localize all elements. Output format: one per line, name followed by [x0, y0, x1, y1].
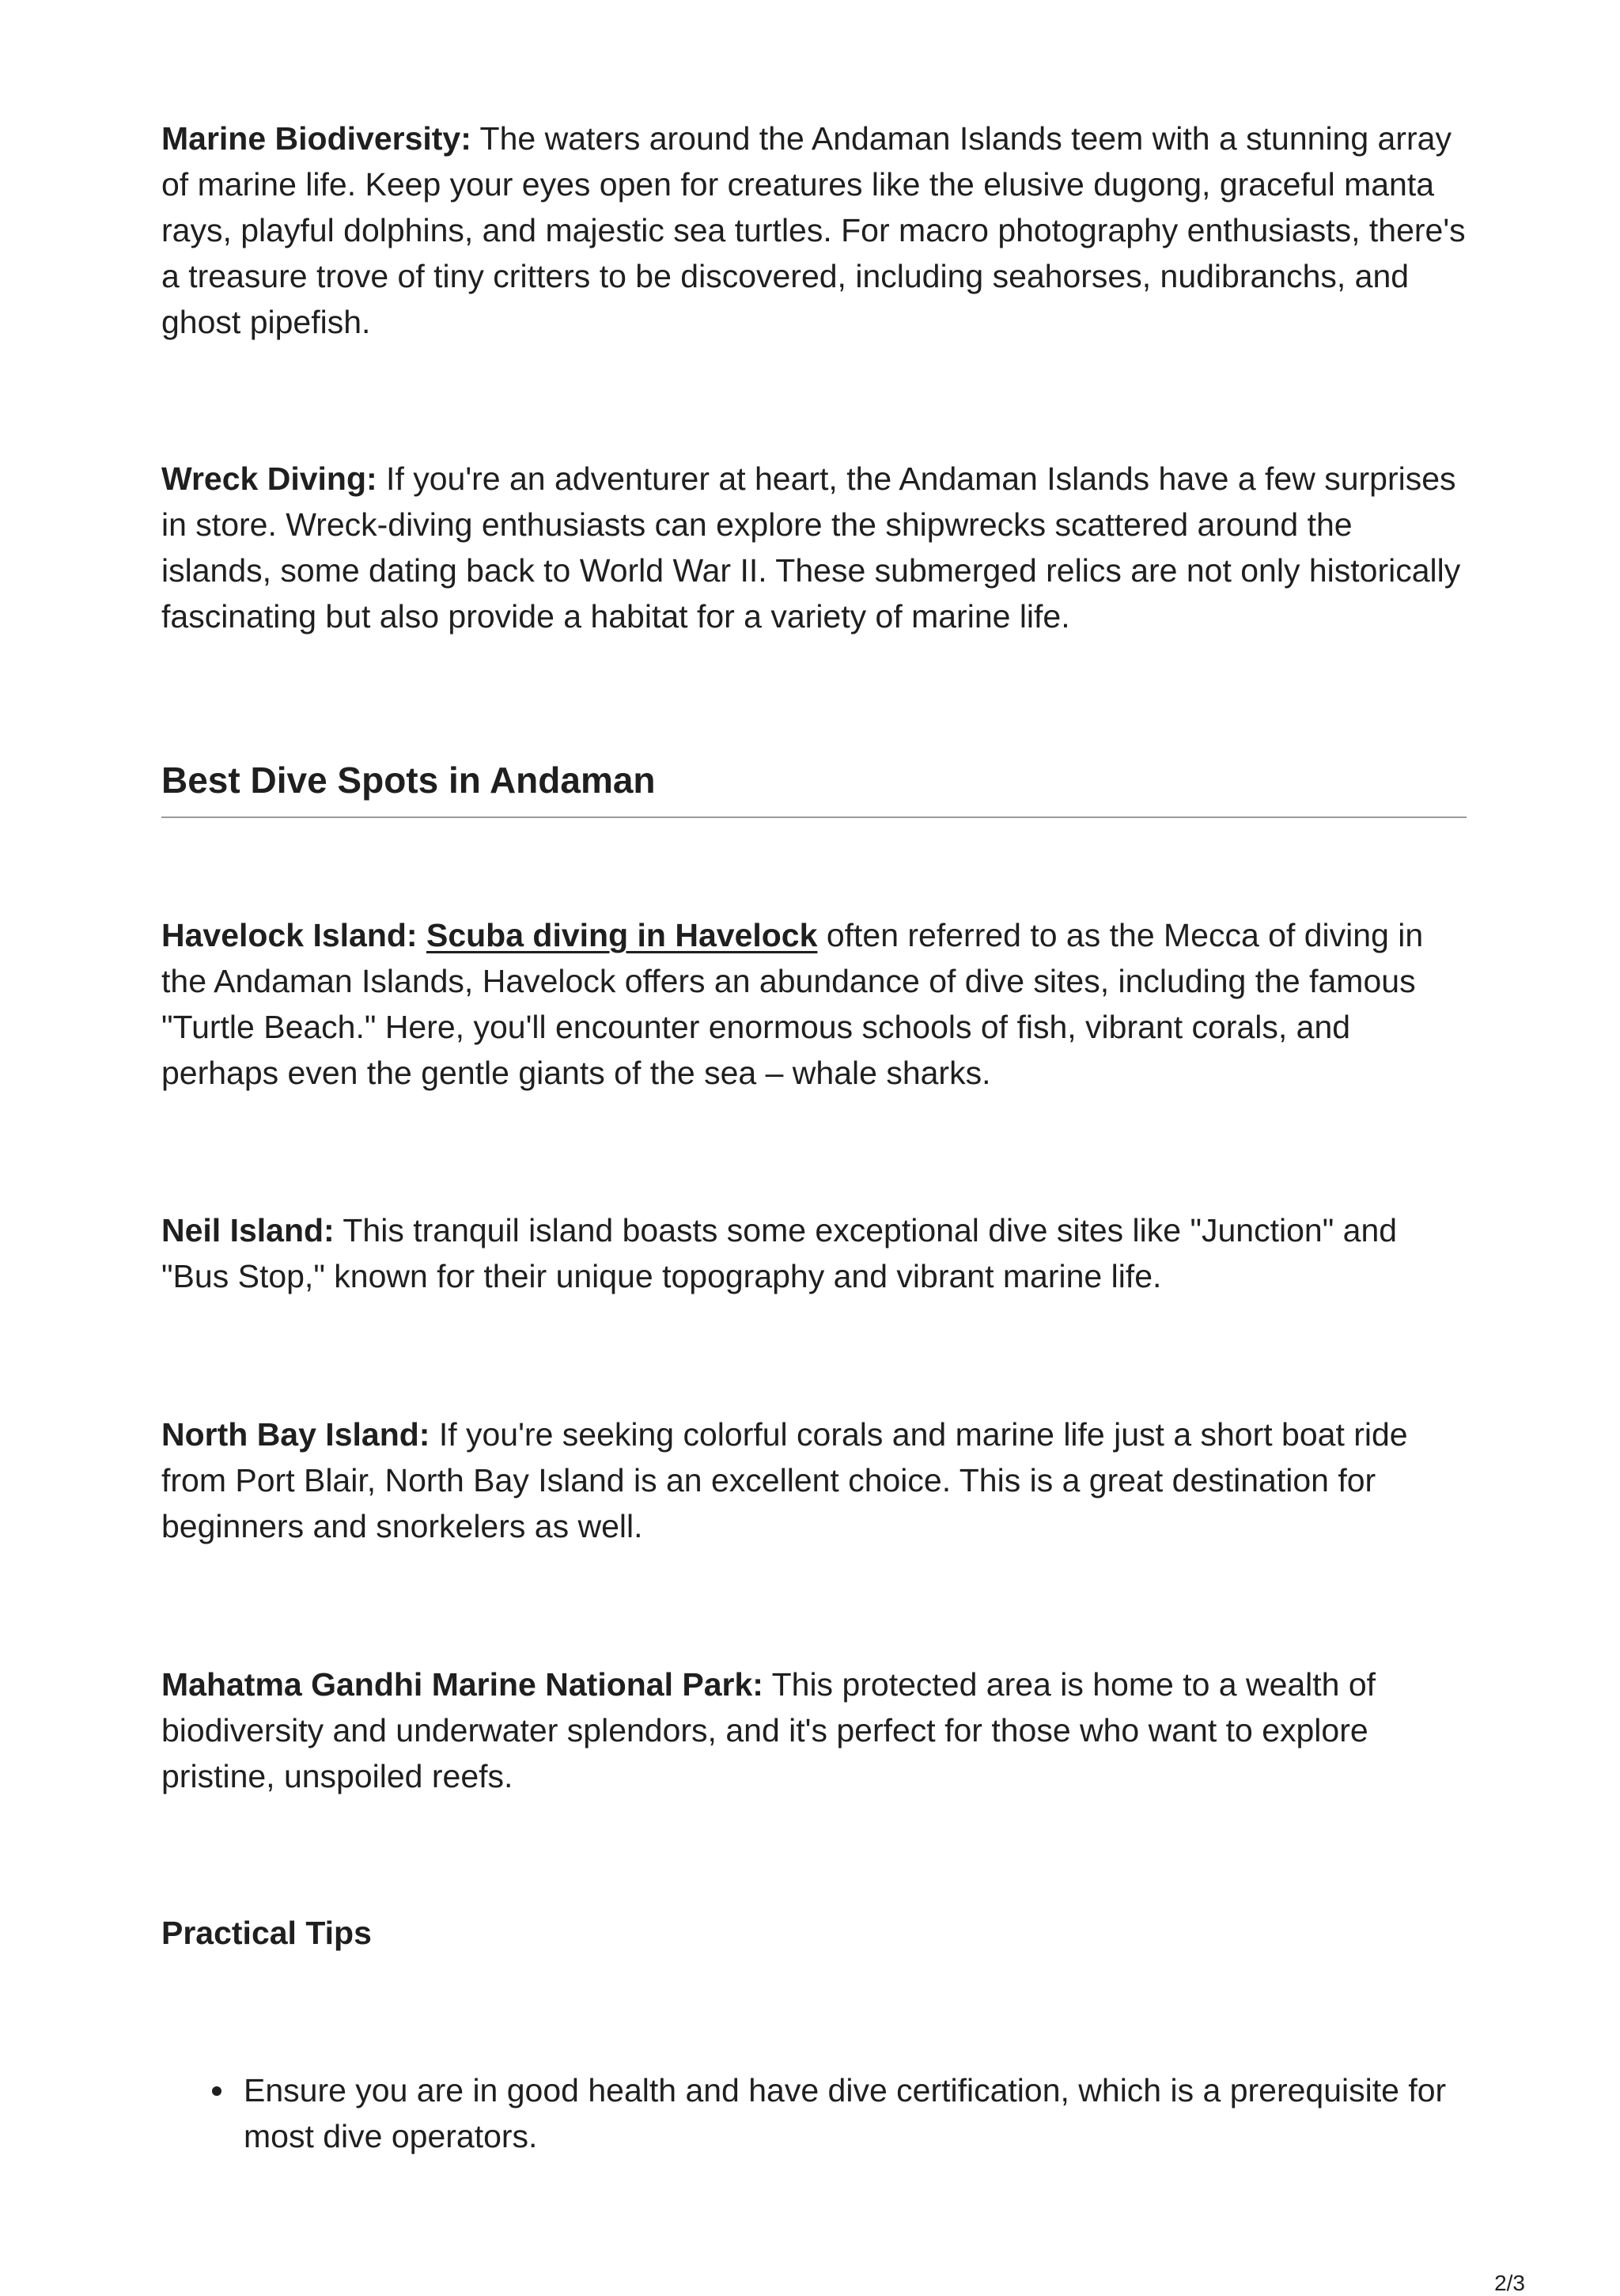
paragraph-wreck-diving — [161, 456, 1467, 639]
paragraph-label: North Bay Island: — [161, 1416, 430, 1453]
paragraph-text: This protected area is home to a wealth of biodiversity and underwater splendors, and it's perfect for those who want to explore pristine, unspoiled reefs. — [161, 1666, 1376, 1794]
practical-tips-heading: Practical Tips — [161, 1915, 372, 1951]
tips-list — [161, 2067, 1467, 2159]
paragraph-neil-island — [161, 1207, 1467, 1299]
paragraph-havelock-island — [161, 912, 1467, 1096]
paragraph-mahatma-gandhi-park — [161, 1661, 1467, 1799]
section-heading: Best Dive Spots in Andaman — [161, 760, 656, 801]
paragraph-label: Marine Biodiversity: — [161, 120, 471, 157]
section-divider — [161, 816, 1467, 818]
bullet-icon — [212, 2086, 221, 2096]
list-item — [161, 2067, 1467, 2159]
page-number: 2/3 — [1494, 2271, 1525, 2295]
scuba-diving-havelock-link[interactable]: Scuba diving in Havelock — [426, 917, 818, 953]
paragraph-label: Mahatma Gandhi Marine National Park: — [161, 1666, 763, 1703]
paragraph-text: The waters around the Andaman Islands teem with a stunning array of marine life. Keep your eyes open for creatures like the elusive dugong, graceful manta rays, playful dolphins, and majestic sea turtles. For macro photography enthusiasts, there's a treasure trove of tiny critters to be discovered, including seahorses, nudibranchs, and ghost pipefish. — [161, 120, 1466, 340]
paragraph-text: If you're seeking colorful corals and marine life just a short boat ride from Port Blair, North Bay Island is an excellent choice. This is a great destination for beginners and snorkelers as well. — [161, 1416, 1408, 1544]
paragraph-label: Havelock Island: — [161, 917, 418, 953]
paragraph-marine-biodiversity — [161, 116, 1467, 345]
paragraph-text: often referred to as the Mecca of diving in the Andaman Islands, Havelock offers an abundance of dive sites, including the famous "Turtle Beach." Here, you'll encounter enormous schools of fish, vibrant corals, and perhaps even the gentle giants of the sea – whale sharks. — [161, 917, 1424, 1091]
paragraph-north-bay-island — [161, 1411, 1467, 1549]
paragraph-text: This tranquil island boasts some exceptional dive sites like "Junction" and "Bus Stop," known for their unique topography and vibrant marine life. — [161, 1212, 1398, 1294]
paragraph-label: Neil Island: — [161, 1212, 335, 1248]
paragraph-label: Wreck Diving: — [161, 460, 377, 497]
paragraph-text: If you're an adventurer at heart, the Andaman Islands have a few surprises in store. Wreck-diving enthusiasts can explore the shipwrecks scattered around the islands, some dating back to World War II. These submerged relics are not only historically fascinating but also provide a habitat for a variety of marine life. — [161, 460, 1461, 635]
tip-text: Ensure you are in good health and have dive certification, which is a prerequisite for most dive operators. — [244, 2072, 1447, 2154]
